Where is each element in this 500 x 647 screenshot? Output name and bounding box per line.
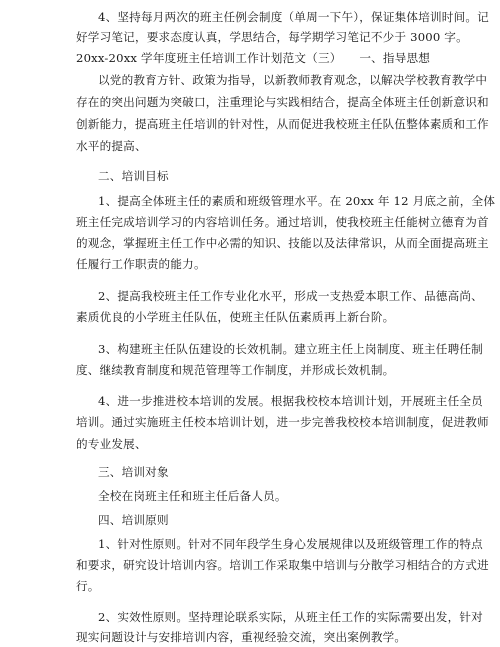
text-line: 1、针对性原则。针对不同年段学生身心发展规律以及班级管理工作的特点: [98, 537, 483, 551]
text-line: 4、进一步推进校本培训的发展。根据我校校本培训计划，开展班主任全员: [98, 394, 483, 408]
text-line: 度、继续教育制度和规范管理等工作制度，并形成长效机制。: [76, 363, 395, 377]
text-line: 好学习笔记，要求态度认真，学思结合，每学期学习笔记不少于 3000 字。: [76, 30, 468, 44]
text-line: 4、坚持每月两次的班主任例会制度（单周一下午），保证集体培训时间。记: [98, 10, 489, 24]
text-line: 2、提高我校班主任工作专业化水平，形成一支热爱本职工作、品德高尚、: [98, 289, 483, 303]
text-line: 班主任完成培训学习的内容培训任务。通过培训，使我校班主任能树立德育为首: [76, 215, 489, 229]
text-line: 和要求，研究设计培训内容。培训工作采取集中培训与分散学习相结合的方式进: [76, 558, 489, 572]
text-line: 素质优良的小学班主任队伍，使班主任队伍素质再上新台阶。: [76, 310, 395, 324]
section-heading: 20xx-20xx 学年度班主任培训工作计划范文（三） 一、指导思想: [76, 51, 431, 65]
section-heading: 四、培训原则: [98, 513, 169, 527]
text-line: 的专业发展、: [76, 437, 147, 451]
section-heading: 三、培训对象: [98, 465, 169, 479]
text-line: 现实问题设计与安排培训内容，重视经验交流，突出案例教学。: [76, 630, 407, 644]
text-line: 任履行工作职责的能力。: [76, 257, 206, 271]
text-line: 1、提高全体班主任的素质和班级管理水平。在 20xx 年 12 月底之前，全体: [98, 194, 496, 208]
text-line: 全校在岗班主任和班主任后备人员。: [98, 489, 287, 503]
text-line: 存在的突出问题为突破口，注重理论与实践相结合，提高全体班主任创新意识和: [76, 95, 489, 109]
text-line: 2、实效性原则。坚持理论联系实际，从班主任工作的实际需要出发，针对: [98, 610, 483, 624]
text-line: 以党的教育方针、政策为指导，以新教师教育观念，以解决学校教育教学中: [98, 73, 488, 87]
text-line: 行。: [76, 579, 100, 593]
text-line: 创新能力，提高班主任培训的针对性，从而促进我校班主任队伍整体素质和工作: [76, 117, 489, 131]
text-line: 培训。通过实施班主任校本培训计划，进一步完善我校校本培训制度，促进教师: [76, 415, 489, 429]
section-heading: 二、培训目标: [98, 169, 169, 183]
text-line: 水平的提高、: [76, 139, 147, 153]
text-line: 的观念，掌握班主任工作中必需的知识、技能以及法律常识，从而全面提高班主: [76, 236, 489, 250]
text-line: 3、构建班主任队伍建设的长效机制。建立班主任上岗制度、班主任聘任制: [98, 342, 483, 356]
